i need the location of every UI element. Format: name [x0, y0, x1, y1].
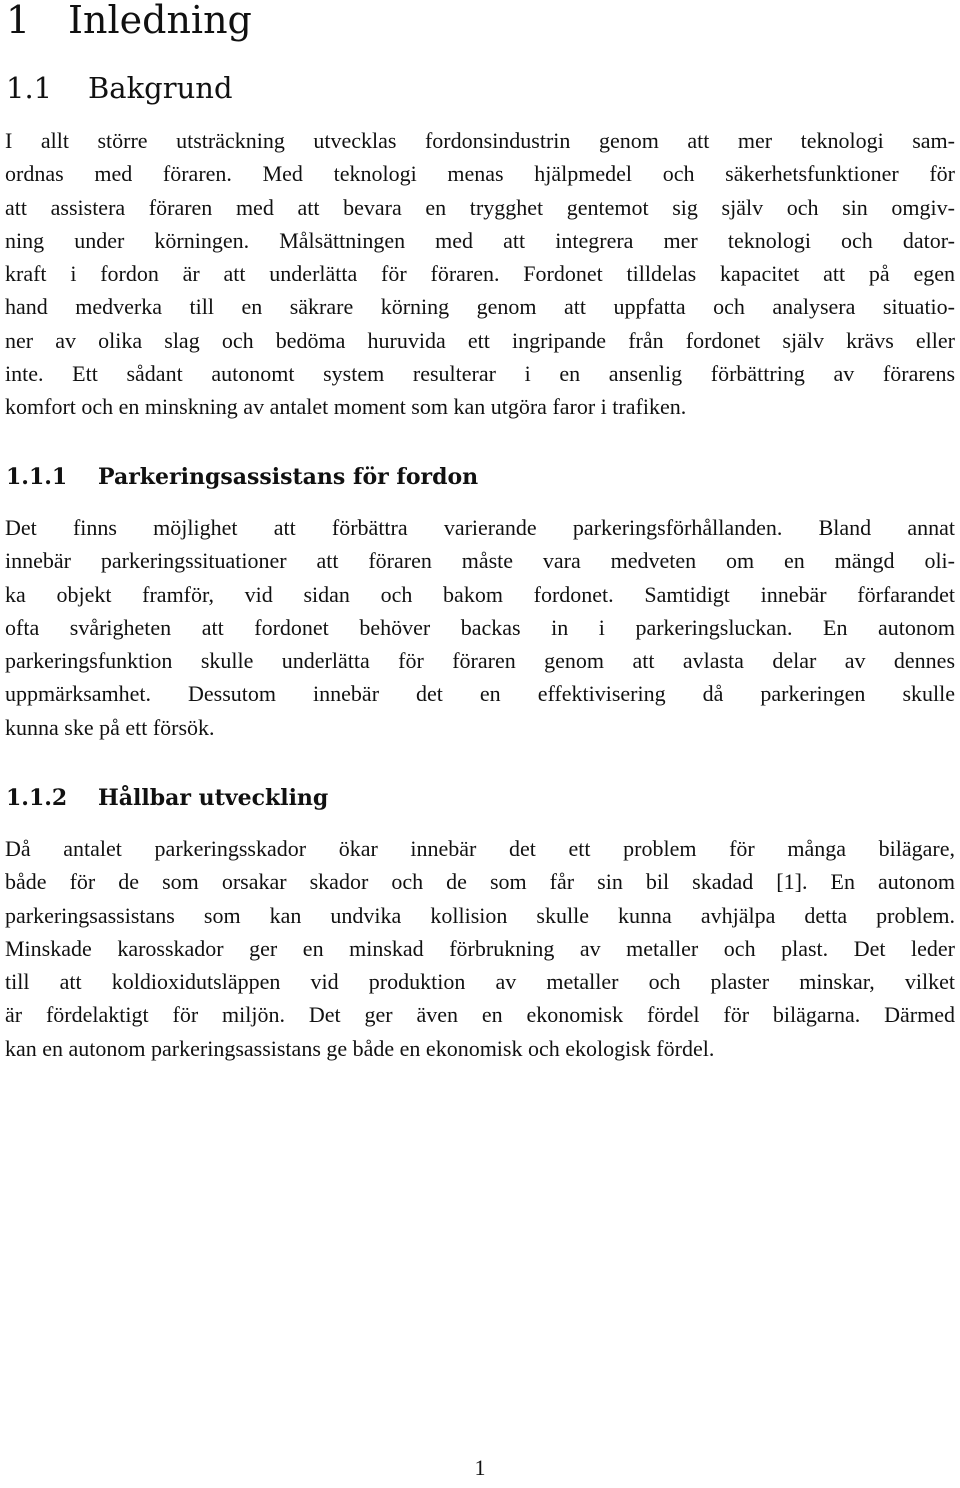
paragraph-bakgrund	[5, 124, 955, 424]
text-line: innebär parkeringssituationer att föraren måste vara medveten om en mängd oli-	[5, 548, 955, 574]
text-line: ofta svårigheten att fordonet behöver backas in i parkeringsluckan. En autonom	[5, 614, 955, 640]
subsection-number: 1.1.2	[6, 785, 68, 811]
section-title: Bakgrund	[88, 71, 233, 105]
text-line: Då antalet parkeringsskador ökar innebär det ett problem för många bilägare,	[5, 836, 955, 861]
text-line: Minskade karosskador ger en minskad förbrukning av metaller och plast. Det leder	[5, 935, 955, 961]
text-line: kan en autonom parkeringsassistans ge både en ekonomisk och ekologisk fördel.	[5, 1035, 715, 1061]
text-line: att assistera föraren med att bevara en trygghet gentemot sig själv och sin omgiv-	[5, 194, 955, 220]
page-number: 1	[474, 1455, 486, 1480]
text-line: uppmärksamhet. Dessutom innebär det en effektivisering då parkeringen skulle	[5, 681, 955, 707]
text-line: både för de som orsakar skador och de som får sin bil skadad [1]. En autonom	[5, 869, 955, 895]
subsection-heading-hallbar-utveckling	[6, 783, 328, 813]
chapter-number: 1	[6, 0, 31, 42]
text-line: komfort och en minskning av antalet moment som kan utgöra faror i trafiken.	[5, 394, 687, 420]
section-number: 1.1	[6, 71, 53, 105]
text-line: till att koldioxidutsläppen vid produktion av metaller och plaster minskar, vilket	[5, 969, 955, 995]
text-line: parkeringsassistans som kan undvika kollision skulle kunna avhjälpa detta problem.	[5, 902, 955, 928]
subsection-title: Parkeringsassistans för fordon	[98, 464, 479, 490]
text-line: ner av olika slag och bedöma huruvida ett ingripande från fordonet själv krävs eller	[5, 327, 955, 353]
paragraph-parkeringsassistans	[5, 511, 955, 744]
text-line: hand medverka till en säkrare körning genom att uppfatta och analysera situatio-	[5, 294, 955, 320]
text-line: parkeringsfunktion skulle underlätta för föraren genom att avlasta delar av dennes	[5, 648, 955, 674]
subsection-number: 1.1.1	[6, 464, 68, 490]
text-line: är fördelaktigt för miljön. Det ger även en ekonomisk fördel för bilägarna. Därmed	[5, 1002, 955, 1028]
chapter-title: Inledning	[68, 0, 252, 42]
text-line: I allt större utsträckning utvecklas fordonsindustrin genom att mer teknologi sam-	[5, 128, 955, 153]
section-heading-bakgrund	[6, 70, 233, 106]
chapter-heading	[6, 0, 252, 40]
text-line: ka objekt framför, vid sidan och bakom fordonet. Samtidigt innebär förfarandet	[5, 581, 955, 607]
text-line: kunna ske på ett försök.	[5, 714, 215, 740]
text-line: ordnas med föraren. Med teknologi menas hjälpmedel och säkerhetsfunktioner för	[5, 161, 955, 187]
subsection-title: Hållbar utveckling	[98, 785, 329, 811]
paragraph-hallbar-utveckling	[5, 832, 955, 1065]
text-line: Det finns möjlighet att förbättra varierande parkeringsförhållanden. Bland annat	[5, 515, 955, 540]
subsection-heading-parkeringsassistans	[6, 462, 478, 492]
text-line: ning under körningen. Målsättningen med att integrera mer teknologi och dator-	[5, 227, 955, 253]
text-line: inte. Ett sådant autonomt system resulterar i en ansenlig förbättring av förarens	[5, 361, 955, 387]
text-line: kraft i fordon är att underlätta för föraren. Fordonet tilldelas kapacitet att på egen	[5, 261, 955, 287]
